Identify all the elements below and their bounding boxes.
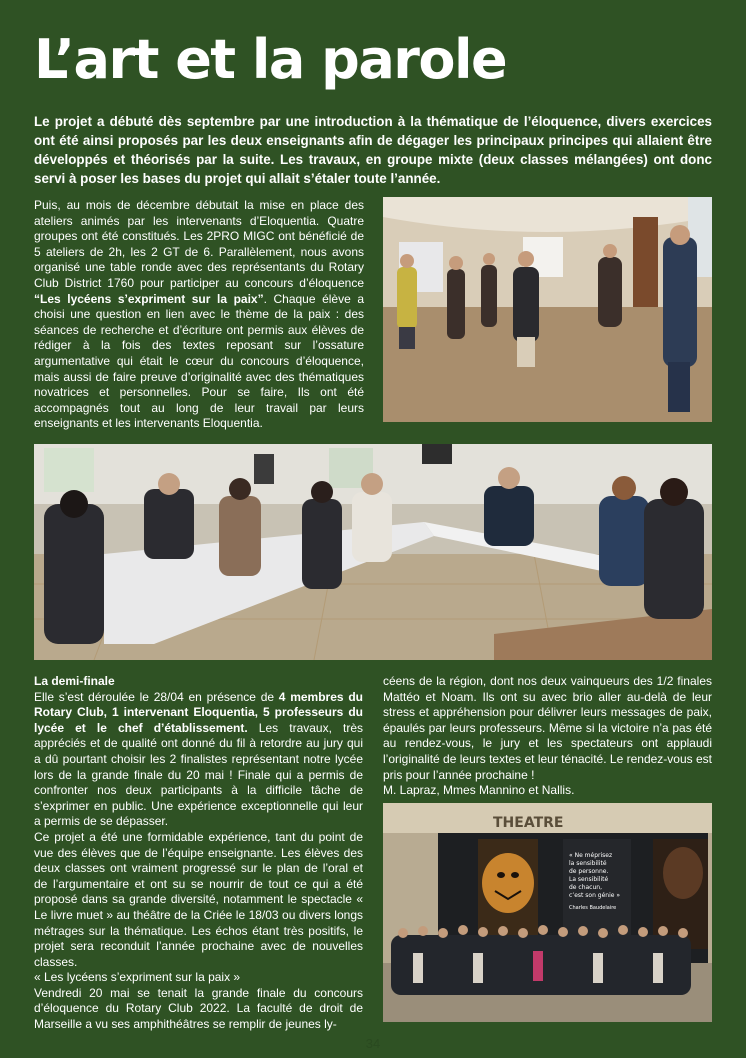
atelier-text-2: . Chaque élève a choisi une question en lien avec le thème de la paix : des séances de recherche et d’écriture ont permis aux élèves de rédiger à la fois des textes reposant sur l’ossature argumentative qui était le cœur du concours d’éloquence, mais aussi de faire preuve d’originalité avec des thématiques novatrices et personnelles. Pour se faire, Ils ont été accompagnés tout au long de leur travail par leurs enseignants et les intervenants Eloquentia.: [34, 291, 364, 431]
atelier-text-1: Puis, au mois de décembre débutait la mise en place des ateliers animés par les intervenants d’Eloquentia. Quatre groupes ont été constitués. Les 2PRO MIGC ont bénéficié de 5 ateliers de 2h, les 2 GT de 6. Parallèlement, nous avons organisé une table ronde avec des représentants du Rotary Club District 1760 pour participer au concours d’éloquence: [34, 198, 364, 290]
page-number: 34: [365, 1036, 381, 1051]
photo-jury: [34, 444, 712, 660]
demi-finale-text-c: Les travaux, très appréciés et de qualité ont donné du fil à retordre au jury qui a dû pourtant choisir les 2 finalistes représentant notre lycée lors de la grande finale du 20 mai ! Finale qui a permis de confronter nos deux participants à la difficile tâche de s’exprimer en public. Une expérience exceptionnelle qui leur a permis de se dépasser.: [34, 720, 364, 829]
contest-quote: « Les lycéens s’expriment sur la paix »: [34, 970, 241, 985]
photo-atelier: [383, 197, 712, 422]
column-atelier: [34, 198, 364, 432]
poster-line-3: de personne.: [569, 868, 609, 875]
column-finale: [383, 674, 712, 799]
finale-continued: céens de la région, dont nos deux vainqueurs des 1/2 finales Mattéo et Noam. Ils ont su avec brio aller au-delà de leur stress et appréhension pour délivrer leurs messages de paix, épaulés par leurs professeurs. Même si la victoire n’a pas été au rendez-vous, le jury et les spectateurs ont applaudi l’originalité de leurs textes et leur ténacité. Le rendez-vous est pris pour l’année prochaine !: [383, 674, 712, 782]
page-title: L’art et la parole: [34, 28, 507, 91]
poster-line-4: La sensibilité: [569, 876, 609, 883]
demi-finale-text-a: Elle s’est déroulée le 28/04 en présence de: [34, 689, 279, 704]
experience-paragraph: Ce projet a été une formidable expérience, tant du point de vue des élèves que de l’équipe enseignante. Les élèves des deux classes ont vraiment progressé sur le plan de l’oral et de l’argumentaire et ont su se nourrir de tout ce qui a été proposé dans sa grande diversité, notamment le spectacle « Le livre muet » au théâtre de la Criée le 18/03 ou divers longs métrages sur la thématique. Les échos étant très positifs, le projet sera reconduit l’année prochaine avec de nouvelles classes.: [34, 829, 363, 969]
demi-finale-paragraph: [34, 690, 363, 830]
theatre-sign: THEATRE: [493, 815, 564, 831]
poster-line-7: Charles Baudelaire: [569, 905, 617, 911]
intro-paragraph: Le projet a débuté dès septembre par une introduction à la thématique de l’éloquence, divers exercices ont été ainsi proposés par les deux enseignants afin de dégager les principaux principes qui allaient être développés et théorisés par la suite. Les travaux, en groupe mixte (deux classes mélangées) ont donc servi à poser les bases du projet qui allait s’étaler toute l’année.: [34, 114, 712, 186]
poster-line-6: c’est son génie »: [569, 892, 621, 899]
atelier-paragraph: [34, 198, 364, 432]
column-demi-finale: [34, 674, 363, 1033]
jury-members: 4 membres du Rotary Club, 1 intervenant Eloquentia, 5 professeurs du lycée et le chef d’établissement.: [34, 689, 363, 735]
poster-line-1: « Ne méprisez: [569, 852, 613, 859]
signature: M. Lapraz, Mmes Mannino et Nallis.: [383, 783, 575, 798]
section-heading-demi-finale: La demi-finale: [34, 674, 115, 688]
contest-name: “Les lycéens s’expriment sur la paix”: [34, 291, 264, 306]
finale-paragraph: Vendredi 20 mai se tenait la grande finale du concours d’éloquence du Rotary Club 2022. La faculté de droit de Marseille a vu ses amphithéâtres se remplir de jeunes ly-: [34, 985, 363, 1032]
poster-line-2: la sensibilité: [569, 860, 607, 867]
poster-line-5: de chacun,: [569, 884, 602, 891]
photo-theatre: [383, 803, 712, 1022]
